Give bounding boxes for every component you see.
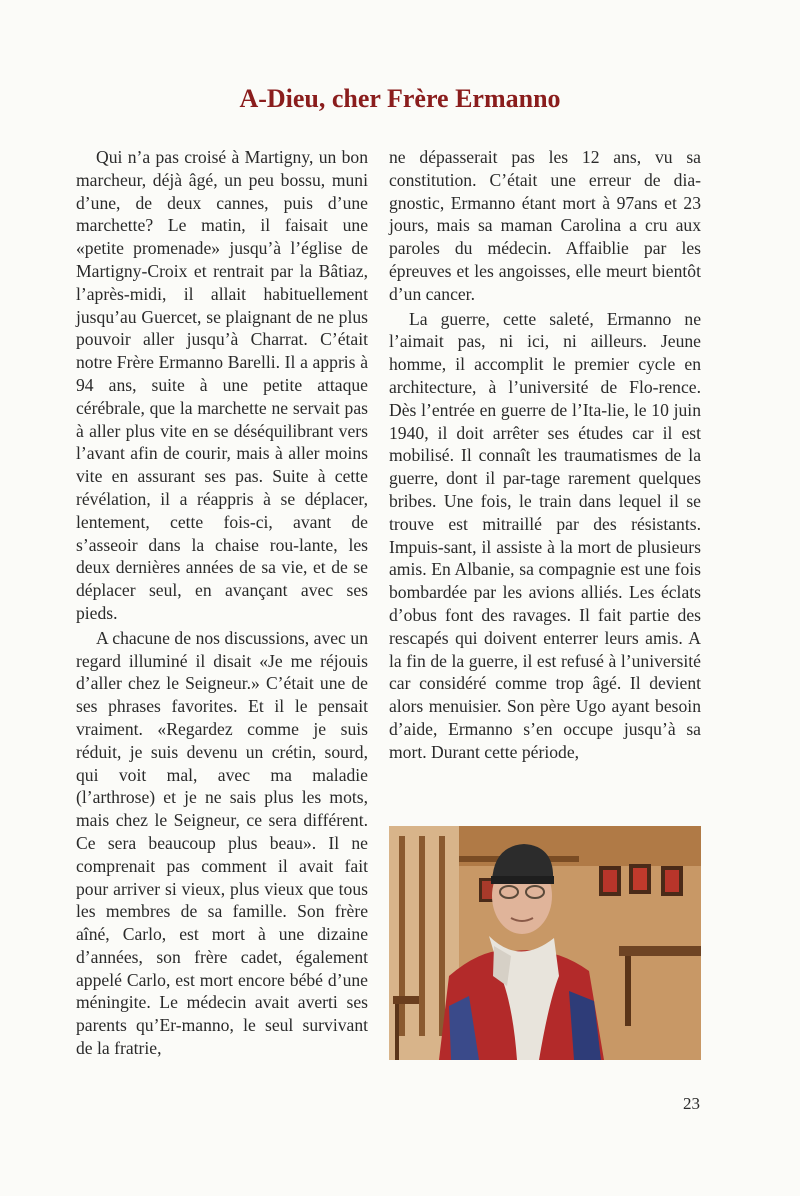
paragraph: ne dépasserait pas les 12 ans, vu sa constitution. C’était une erreur de dia-gnostic, Ermanno étant mort à 97ans et 23 jours, mais sa maman Carolina a cru aux paroles du médecin. Affaiblie par les épreuves et les angoisses, elle meurt bientôt d’un cancer. [389,147,701,304]
paragraph: A chacune de nos discussions, avec un regard illuminé il disait «Je me réjouis d’aller chez le Seigneur.» C’était une de ses phrases favorites. Et il le pensait vraiment. «Regardez comme je suis réduit, je suis devenu un crétin, sourd, qui voit mal, avec ma maladie (l’arthrose) et je ne sais plus les mots, mais chez le Seigneur, ce sera différent. Ce sera beaucoup plus beau». Il ne comprenait pas comment il avait fait pour arriver si vieux, plus vieux que tous les membres de sa famille. Son frère aîné, Carlo, est mort à une dizaine d’années, son frère cadet, également appelé Carlo, est mort encore bébé d’une méningite. Le médecin avait averti ses parents qu’Er-manno, le seul survivant de la fratrie, [76,627,368,1059]
right-column [389,146,701,764]
page-number: 23 [683,1094,700,1113]
article-title: A-Dieu, cher Frère Ermanno [239,84,561,113]
paragraph: Qui n’a pas croisé à Martigny, un bon marcheur, déjà âgé, un peu bossu, muni d’une, de deux cannes, puis d’une marchette? Le matin, il faisait une «petite promenade» jusqu’à l’église de Martigny-Croix et rentrait par la Bâtiaz, l’après-midi, il allait habituellement jusqu’au Guercet, se plaignant de ne plus pouvoir aller jusqu’à Charrat. C’était notre Frère Ermanno Barelli. Il a appris à 94 ans, suite à une petite attaque cérébrale, que la marchette ne servait pas à aller plus vite en se déséquilibrant vers l’avant afin de courir, mais à aller moins vite en assurant ses pas. Suite à cette révélation, il a réappris à se déplacer, lentement, cette fois-ci, avant de s’asseoir dans la chaise rou-lante, les deux dernières années de sa vie, et de se déplacer seul, en avançant avec ses pieds. [76,147,368,623]
left-column [76,146,368,1060]
paragraph: La guerre, cette saleté, Ermanno ne l’aimait pas, ni ici, ni ailleurs. Jeune homme, il accomplit le premier cycle en architecture, à l’université de Flo-rence. Dès l’entrée en guerre de l’Ita-lie, le 10 juin 1940, il doit arrêter ses études car il est mobilisé. Il connaît les traumatismes de la guerre, dont il par-tage rarement quelques bribes. Une fois, le train dans lequel il se trouve est mitraillé par des résistants. Impuis-sant, il assiste à la mort de plusieurs amis. En Albanie, sa compagnie est une fois bombardée par les avions alliés. Les éclats d’obus font des ravages. Il fait partie des rescapés qui doivent enterrer leurs amis. A la fin de la guerre, il est refusé à l’université car considéré comme trop âgé. Il devient alors menuisier. Son père Ugo ayant besoin d’aide, Ermanno s’en occupe jusqu’à sa mort. Durant cette période, [389,308,701,762]
portrait-photo [389,826,701,1060]
